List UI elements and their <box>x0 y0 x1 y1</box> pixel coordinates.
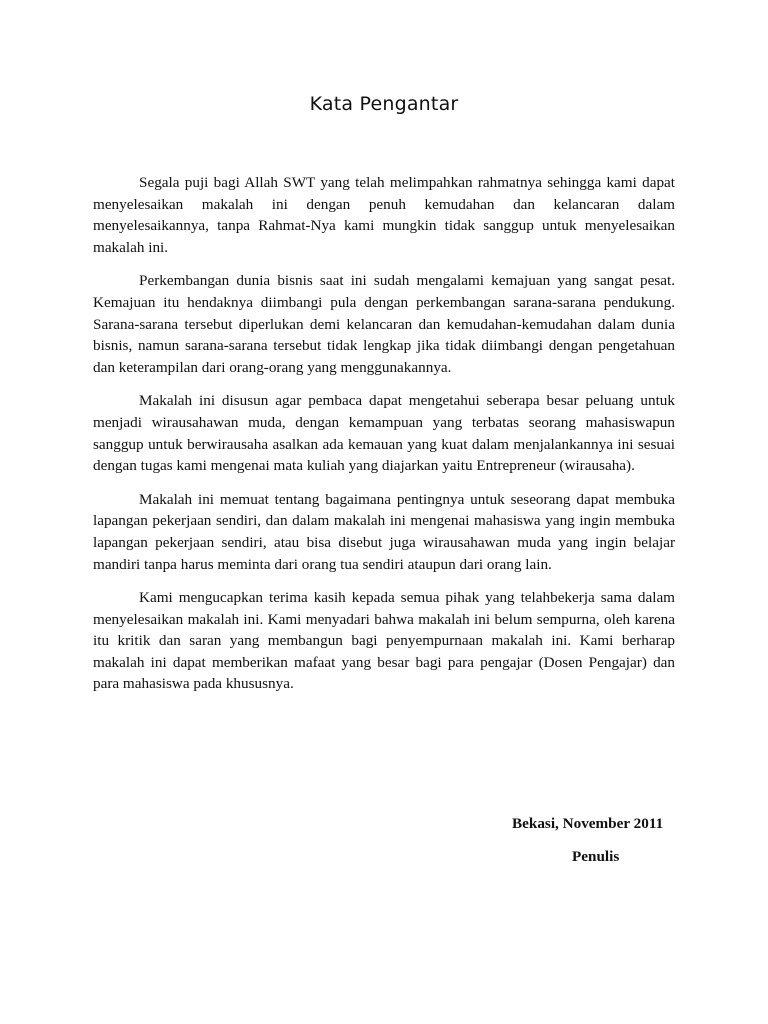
page-title: Kata Pengantar <box>309 93 459 115</box>
closing-author: Penulis <box>572 848 620 865</box>
document-body <box>93 172 675 707</box>
paragraph-3: Makalah ini disusun agar pembaca dapat mengetahui seberapa besar peluang untuk menjadi wirausahawan muda, dengan kemampuan yang terbatas seorang mahasiswapun sanggup untuk berwirausaha asalkan ada kemauan yang kuat dalam menjalankannya ini sesuai dengan tugas kami mengenai mata kuliah yang diajarkan yaitu Entrepreneur (wirausaha). <box>93 392 675 475</box>
paragraph-4: Makalah ini memuat tentang bagaimana pentingnya untuk seseorang dapat membuka lapangan pekerjaan sendiri, dan dalam makalah ini mengenai mahasiswa yang ingin membuka lapangan pekerjaan sendiri, atau bisa disebut juga wirausahawan muda yang ingin belajar mandiri tanpa harus meminta dari orang tua sendiri ataupun dari orang lain. <box>93 490 675 573</box>
paragraph-2: Perkembangan dunia bisnis saat ini sudah mengalami kemajuan yang sangat pesat. Kemajuan itu hendaknya diimbangi pula dengan perkembangan sarana-sarana pendukung. Sarana-sarana tersebut diperlukan demi kelancaran dan kemudahan-kemudahan dalam dunia bisnis, namun sarana-sarana tersebut tidak lengkap jika tidak diimbangi dengan pengetahuan dan keterampilan dari orang-orang yang menggunakannya. <box>93 272 675 376</box>
paragraph-1: Segala puji bagi Allah SWT yang telah melimpahkan rahmatnya sehingga kami dapat menyelesaikan makalah ini dengan penuh kemudahan dan kelancaran dalam menyelesaikannya, tanpa Rahmat-Nya kami mungkin tidak sanggup untuk menyelesaikan makalah ini. <box>93 174 675 256</box>
closing-place-date: Bekasi, November 2011 <box>512 815 664 832</box>
paragraph-5: Kami mengucapkan terima kasih kepada semua pihak yang telahbekerja sama dalam menyelesaikan makalah ini. Kami menyadari bahwa makalah ini belum sempurna, oleh karena itu kritik dan saran yang membangun bagi penyempurnaan makalah ini. Kami berharap makalah ini dapat memberikan mafaat yang besar bagi para pengajar (Dosen Pengajar) dan para mahasiswa pada khususnya. <box>93 589 675 693</box>
